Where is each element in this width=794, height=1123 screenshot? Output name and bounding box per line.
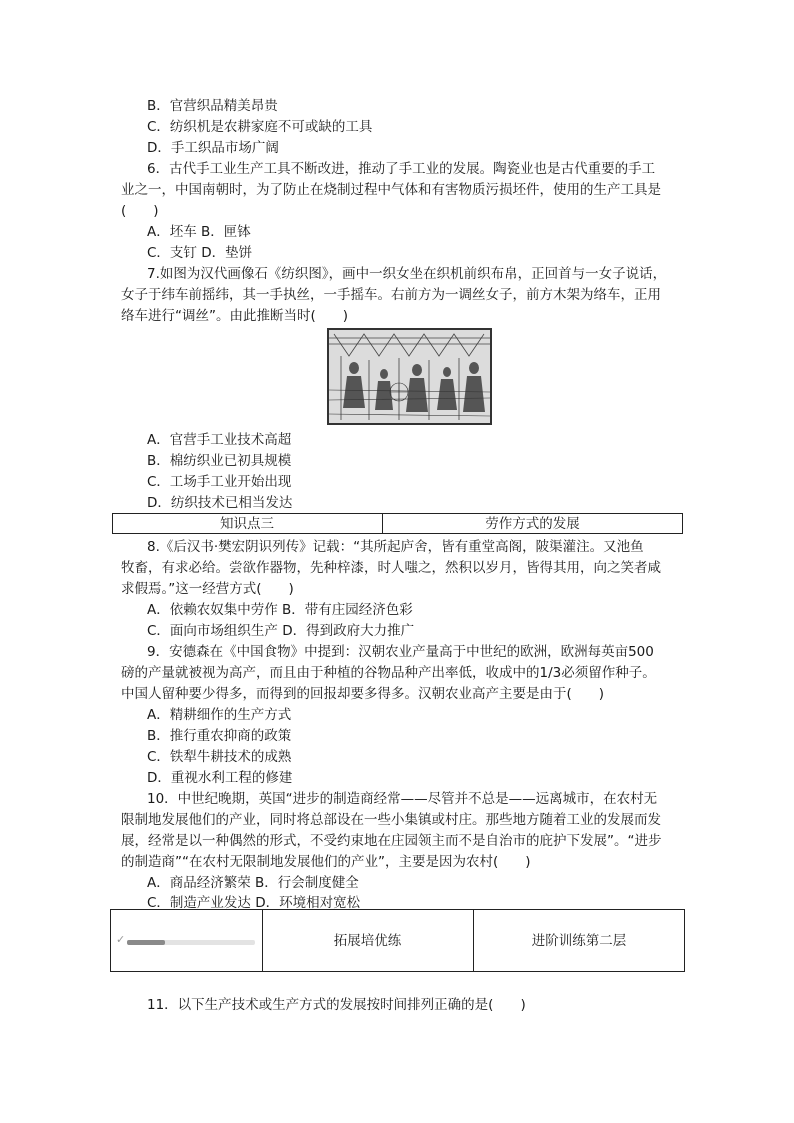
option-9b-text: B．推行重农抑商的政策 <box>147 728 292 744</box>
question-8-line1: 8.《后汉书·樊宏阴识列传》记载：“其所起庐舍，皆有重堂高阁，陂渠灌注。又池鱼 <box>147 539 644 555</box>
question-9-line2: 磅的产量就被视为高产，而且由于种植的谷物品种产出率低，收成中的1/3必须留作种子。 <box>121 665 656 681</box>
question-8-line3: 求假焉。”这一经营方式( ) <box>121 581 294 597</box>
option-9c-text: C．铁犁牛耕技术的成熟 <box>147 749 292 765</box>
question-10-line2: 限制地发展他们的产业，同时将总部设在一些小集镇或村庄。那些地方随着工业的发展而发 <box>121 812 661 828</box>
weaving-relief-illustration <box>329 330 490 423</box>
question-8-option-ab: A．依赖农奴集中劳作 B．带有庄园经济色彩 <box>147 602 413 618</box>
question-6-line2: 业之一，中国南朝时，为了防止在烧制过程中气体和有害物质污损坯件，使用的生产工具是 <box>121 182 661 198</box>
option-7a-text: A．官营手工业技术高超 <box>147 432 292 448</box>
question-6-line1: 6．古代手工业生产工具不断改进，推动了手工业的发展。陶瓷业也是古代重要的手工 <box>147 161 656 177</box>
question-8-line2: 牧畜，有求必给。尝欲作器物，先种梓漆，时人嗤之，然积以岁月，皆得其用，向之笑者咸 <box>121 560 661 576</box>
question-9-line1: 9．安德森在《中国食物》中提到：汉朝农业产量高于中世纪的欧洲，欧洲每英亩500 <box>147 644 654 660</box>
question-7-line2: 女子于纬车前摇纬，其一手执丝，一手摇车。右前方为一调丝女子，前方木架为络车，正用 <box>121 287 661 303</box>
option-9d-text: D．重视水利工程的修建 <box>147 770 293 786</box>
section-knowledge-point-label: 知识点三 <box>220 516 274 532</box>
section-topic-label: 劳作方式的发展 <box>485 516 580 532</box>
question-6-option-ab: A．坯车 B．匣钵 <box>147 224 251 240</box>
question-8-option-cd: C．面向市场组织生产 D．得到政府大力推广 <box>147 623 415 639</box>
question-9-line3: 中国人留种要少得多，而得到的回报却要多得多。汉朝农业高产主要是由于( ) <box>121 686 605 702</box>
question-10-line3: 展，经常是以一种偶然的形式，不受约束地在庄园领主而不是自治市的庇护下发展”。“进步 <box>121 833 662 849</box>
question-10-option-cd: C．制造产业发达 D．环境相对宽松 <box>147 895 361 911</box>
question-7-line3: 络车进行“调丝”。由此推断当时( ) <box>121 308 349 324</box>
training-progress-bar <box>127 940 255 945</box>
question-7-line1: 7.如图为汉代画像石《纺织图》，画中一织女坐在织机前织布帛，正回首与一女子说话， <box>147 266 667 282</box>
option-6b-text: B．官营织品精美昂贵 <box>147 98 278 114</box>
option-7d-text: D．纺织技术已相当发达 <box>147 495 293 511</box>
question-6-blank: ( ) <box>121 203 159 219</box>
option-6d-text: D．手工织品市场广阔 <box>147 140 279 156</box>
question-10-line1: 10．中世纪晚期，英国“进步的制造商经常——尽管并不总是——远离城市，在农村无 <box>147 791 658 807</box>
question-10-line4: 的制造商”“在农村无限制地发展他们的产业”，主要是因为农村( ) <box>121 854 531 870</box>
training-progress-fill <box>127 940 165 945</box>
question-6-option-cd: C．支钉 D．垫饼 <box>147 245 253 261</box>
option-9a-text: A．精耕细作的生产方式 <box>147 707 292 723</box>
weaving-relief-image <box>327 328 492 425</box>
option-7b-text: B．棉纺织业已初具规模 <box>147 453 292 469</box>
question-11-line1: 11．以下生产技术或生产方式的发展按时间排列正确的是( ) <box>147 997 526 1013</box>
option-7c-text: C．工场手工业开始出现 <box>147 474 292 490</box>
extended-training-label: 拓展培优练 <box>333 933 402 949</box>
advanced-training-label: 进阶训练第二层 <box>531 933 627 949</box>
check-icon: ✓ <box>116 933 126 946</box>
question-10-option-ab: A．商品经济繁荣 B．行会制度健全 <box>147 875 359 891</box>
option-6c-text: C．纺织机是农耕家庭不可或缺的工具 <box>147 119 373 135</box>
